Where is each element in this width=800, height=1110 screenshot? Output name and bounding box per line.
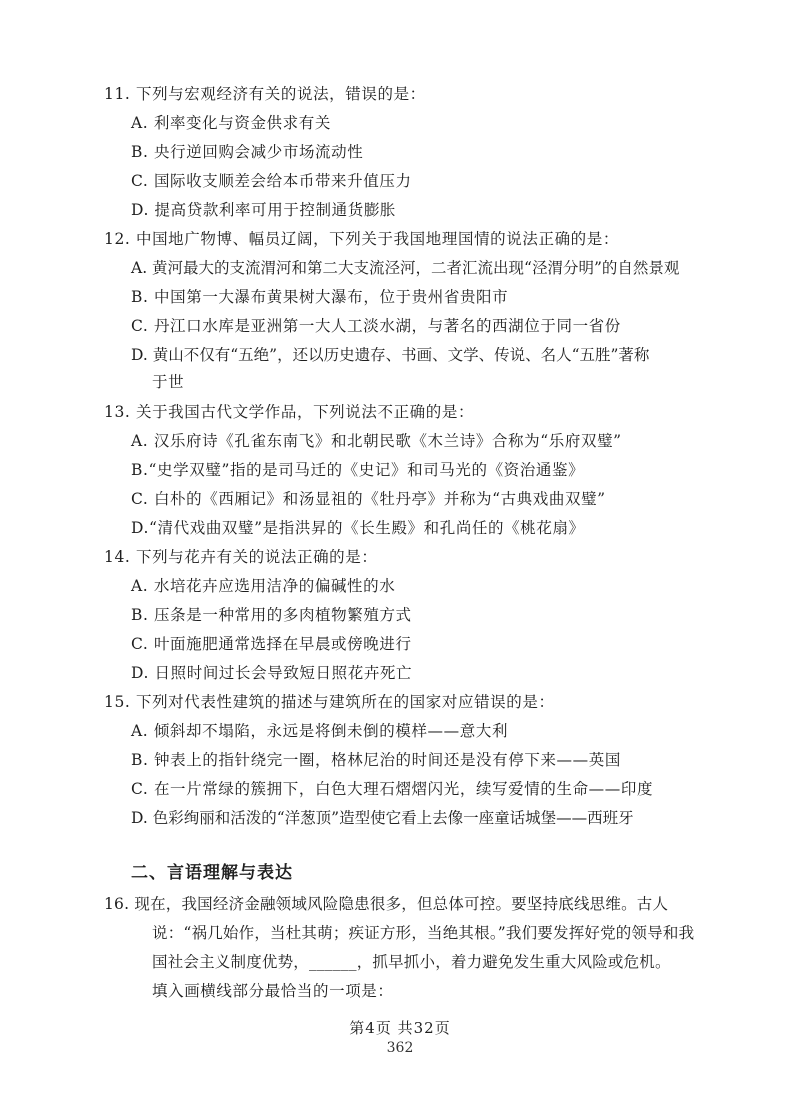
question-15-option-c: C. 在一片常绿的簇拥下，白色大理石熠熠闪光，续写爱情的生命——印度: [131, 780, 654, 798]
question-12-option-b: B. 中国第一大瀑布黄果树大瀑布，位于贵州省贵阳市: [131, 288, 509, 306]
question-14-stem: 14. 下列与花卉有关的说法正确的是：: [104, 548, 378, 566]
question-11-option-b: B. 央行逆回购会减少市场流动性: [131, 143, 364, 161]
question-14-option-b: B. 压条是一种常用的多肉植物繁殖方式: [131, 606, 412, 624]
question-16-line-2: 说：“祸几始作，当杜其萌；疾证方形，当绝其根。”我们要发挥好党的领导和我: [152, 924, 695, 942]
page-info: 第4页 共32页: [349, 1019, 451, 1037]
question-11-option-c: C. 国际收支顺差会给本币带来升值压力: [131, 172, 412, 190]
question-15-option-a: A. 倾斜却不塌陷，永远是将倒未倒的模样——意大利: [131, 722, 509, 740]
question-13-option-a: A. 汉乐府诗《孔雀东南飞》和北朝民歌《木兰诗》合称为“乐府双璧”: [131, 432, 622, 450]
question-16-line-1: 16. 现在，我国经济金融领域风险隐患很多，但总体可控。要坚持底线思维。古人: [104, 895, 669, 913]
question-12-option-d-continued: 于世: [152, 373, 185, 391]
question-13-option-b: B.“史学双璧”指的是司马迁的《史记》和司马光的《资治通鉴》: [131, 461, 585, 479]
question-16-prompt: 填入画横线部分最恰当的一项是：: [152, 982, 394, 1000]
question-12-option-d: D. 黄山不仅有“五绝”，还以历史遗存、书画、文学、传说、名人“五胜”著称: [131, 346, 650, 364]
question-11-option-a: A. 利率变化与资金供求有关: [131, 114, 331, 132]
question-12-option-a: A. 黄河最大的支流渭河和第二大支流泾河，二者汇流出现“泾渭分明”的自然景观: [131, 259, 680, 277]
question-15-option-d: D. 色彩绚丽和活泼的“洋葱顶”造型使它看上去像一座童话城堡——西班牙: [131, 809, 634, 827]
question-12-option-c: C. 丹江口水库是亚洲第一大人工淡水湖，与著名的西湖位于同一省份: [131, 317, 621, 335]
question-15-stem: 15. 下列对代表性建筑的描述与建筑所在的国家对应错误的是：: [104, 693, 555, 711]
question-11-stem: 11. 下列与宏观经济有关的说法，错误的是：: [104, 85, 426, 103]
section-heading: 二、言语理解与表达: [131, 863, 293, 883]
question-11-option-d: D. 提高贷款利率可用于控制通货膨胀: [131, 201, 397, 219]
question-12-stem: 12. 中国地广物博、幅员辽阔，下列关于我国地理国情的说法正确的是：: [104, 230, 619, 248]
question-14-option-d: D. 日照时间过长会导致短日照花卉死亡: [131, 664, 413, 682]
question-14-option-a: A. 水培花卉应选用洁净的偏碱性的水: [131, 577, 396, 595]
question-14-option-c: C. 叶面施肥通常选择在早晨或傍晚进行: [131, 635, 412, 653]
question-15-option-b: B. 钟表上的指针绕完一圈，格林尼治的时间还是没有停下来——英国: [131, 751, 621, 769]
question-13-option-c: C. 白朴的《西厢记》和汤显祖的《牡丹亭》并称为“古典戏曲双璧”: [131, 490, 606, 508]
question-13-stem: 13. 关于我国古代文学作品，下列说法不正确的是：: [104, 403, 475, 421]
question-16-line-3: 国社会主义制度优势，______，抓早抓小，着力避免发生重大风险或危机。: [152, 953, 671, 971]
question-13-option-d: D.“清代戏曲双璧”是指洪昇的《长生殿》和孔尚任的《桃花扇》: [131, 519, 585, 537]
page-number: 362: [386, 1040, 414, 1056]
